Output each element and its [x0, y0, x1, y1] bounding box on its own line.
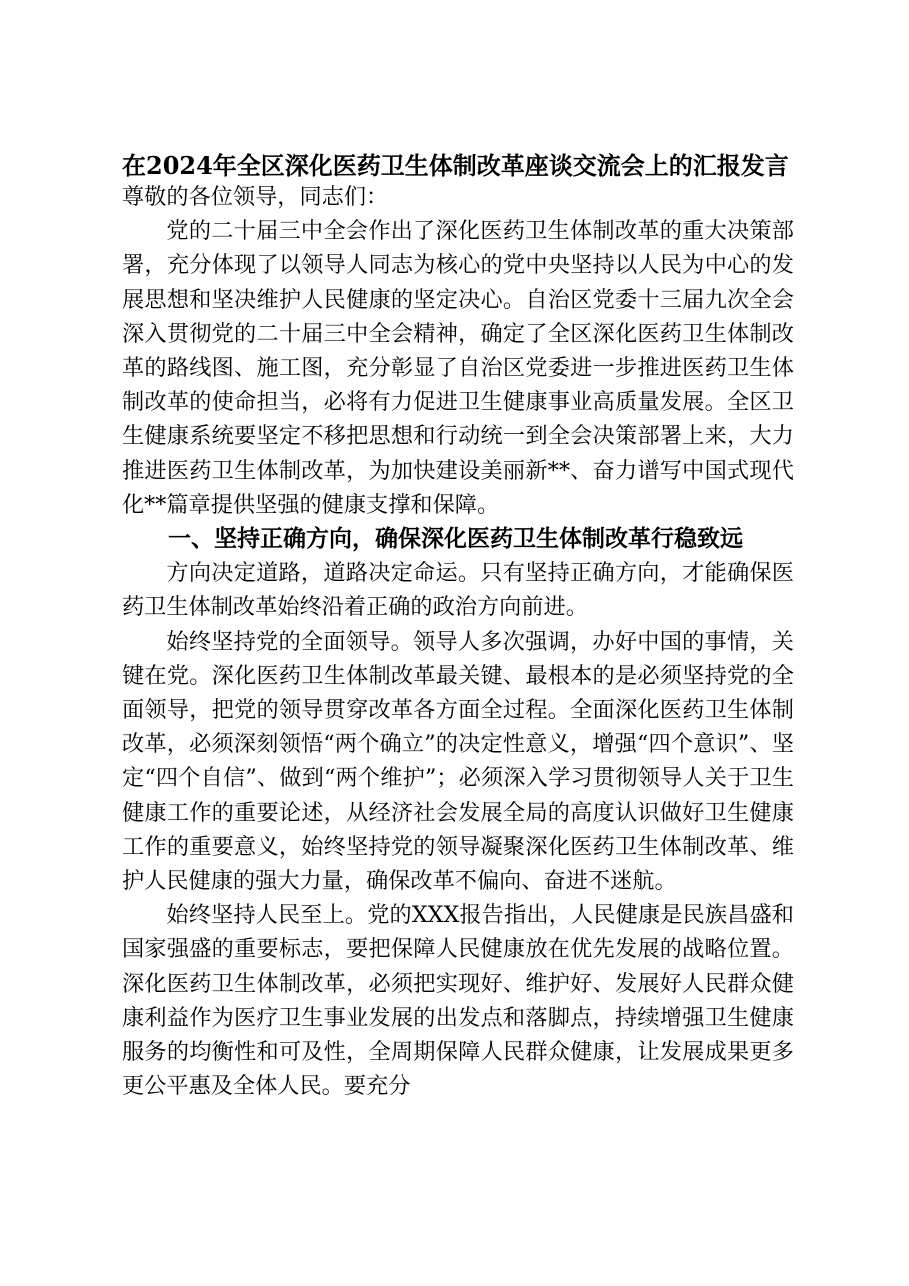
section-paragraph: 方向决定道路，道路决定命运。只有坚持正确方向，才能确保医药卫生体制改革始终沿着正确的政治方向前进。	[122, 560, 794, 621]
salutation: 尊敬的各位领导，同志们：	[122, 184, 389, 210]
section-paragraph: 始终坚持人民至上。党的XXX报告指出，人民健康是民族昌盛和国家强盛的重要标志，要把保障人民健康放在优先发展的战略位置。深化医药卫生体制改革，必须把实现好、维护好、发展好人民群众健康利益作为医疗卫生事业发展的出发点和落脚点，持续增强卫生健康服务的均衡性和可及性，全周期保障人民群众健康，让发展成果更多更公平惠及全体人民。要充分	[122, 902, 794, 1100]
document-body	[122, 180, 794, 1103]
section-paragraph: 始终坚持党的全面领导。领导人多次强调，办好中国的事情，关键在党。深化医药卫生体制改革最关键、最根本的是必须坚持党的全面领导，把党的领导贯穿改革各方面全过程。全面深化医药卫生体制改革，必须深刻领悟“两个确立”的决定性意义，增强“四个意识”、坚定“四个自信”、做到“两个维护”；必须深入学习贯彻领导人关于卫生健康工作的重要论述，从经济社会发展全局的高度认识做好卫生健康工作的重要意义，始终坚持党的领导凝聚深化医药卫生体制改革、维护人民健康的强大力量，确保改革不偏向、奋进不迷航。	[122, 628, 794, 895]
document-title: 在2024年全区深化医药卫生体制改革座谈交流会上的汇报发言	[122, 151, 789, 180]
section-heading: 一、坚持正确方向，确保深化医药卫生体制改革行稳致远	[168, 525, 743, 553]
intro-paragraph: 党的二十届三中全会作出了深化医药卫生体制改革的重大决策部署，充分体现了以领导人同志为核心的党中央坚持以人民为中心的发展思想和坚决维护人民健康的坚定决心。自治区党委十三届九次全会深入贯彻党的二十届三中全会精神，确定了全区深化医药卫生体制改革的路线图、施工图，充分彰显了自治区党委进一步推进医药卫生体制改革的使命担当，必将有力促进卫生健康事业高质量发展。全区卫生健康系统要坚定不移把思想和行动统一到全会决策部署上来，大力推进医药卫生体制改革，为加快建设美丽新**、奋力谱写中国式现代化**篇章提供坚强的健康支撑和保障。	[122, 218, 794, 518]
